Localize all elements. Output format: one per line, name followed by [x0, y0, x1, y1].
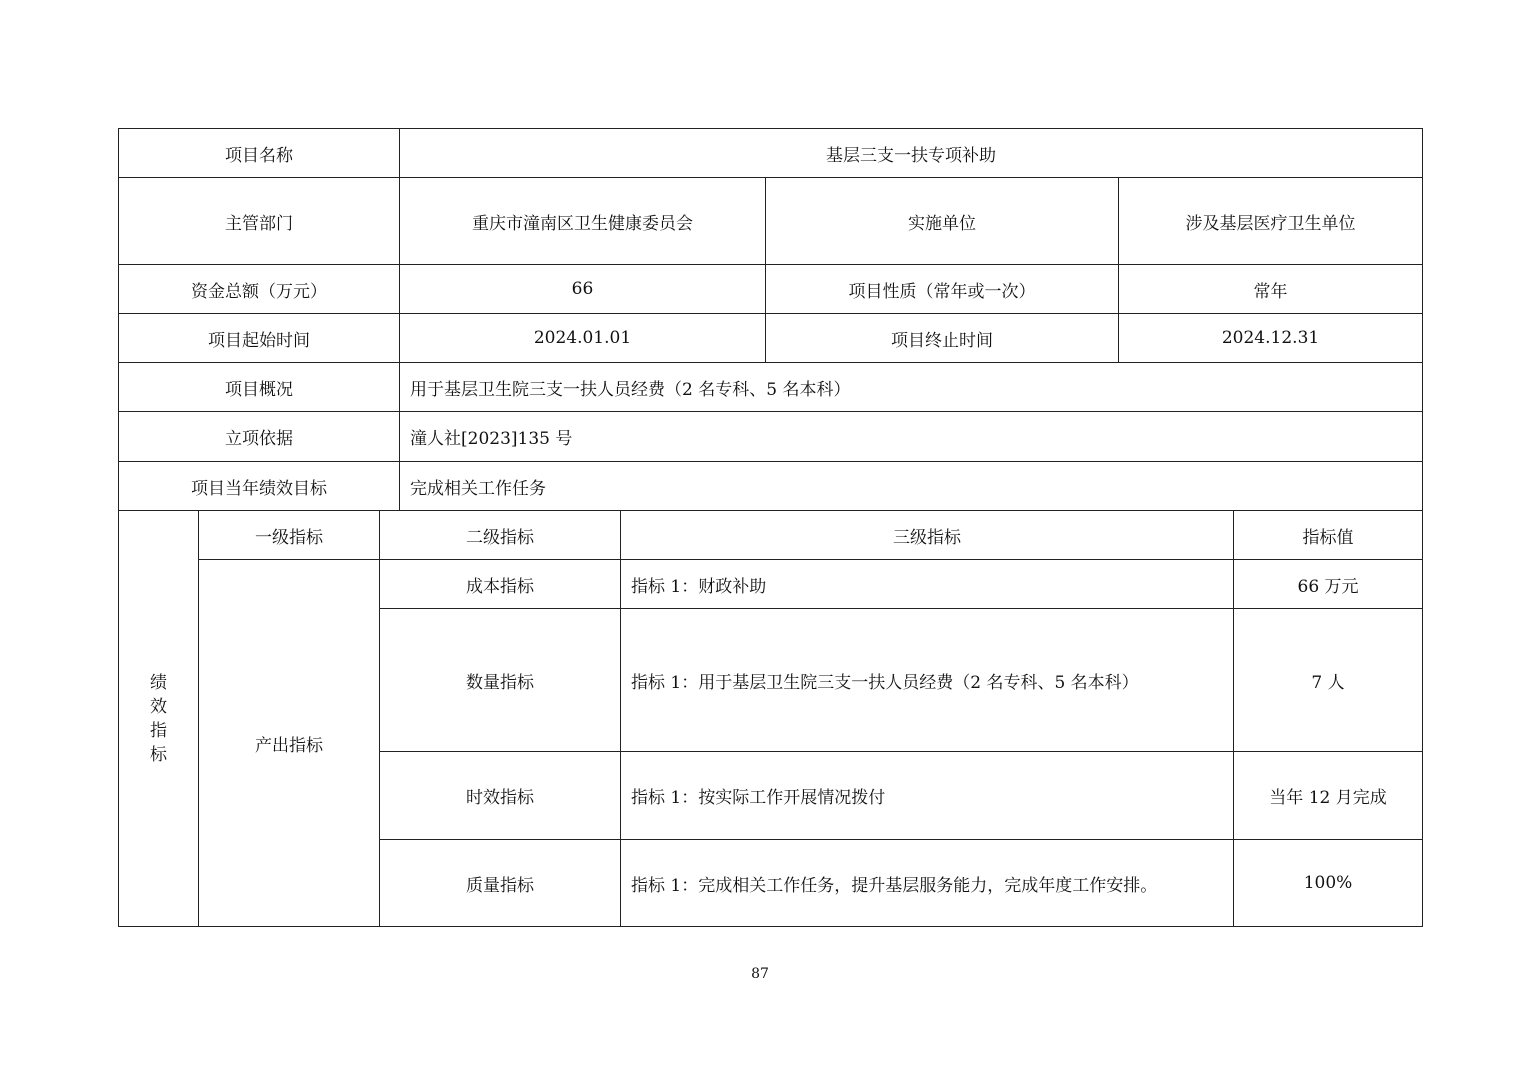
overview-value: 用于基层卫生院三支一扶人员经费（2 名专科、5 名本科）	[400, 363, 1423, 412]
value-timeliness: 当年 12 月完成	[1234, 752, 1423, 840]
value-cost: 66 万元	[1234, 560, 1423, 609]
fund-total-value: 66	[400, 265, 766, 314]
basis-label: 立项依据	[119, 412, 400, 462]
row-basis	[119, 412, 1423, 462]
level2-timeliness: 时效指标	[380, 752, 621, 840]
level3-quality: 指标 1：完成相关工作任务，提升基层服务能力，完成年度工作安排。	[621, 840, 1234, 927]
goal-value: 完成相关工作任务	[400, 462, 1423, 511]
header-level3: 三级指标	[621, 511, 1234, 560]
implementing-unit-value: 涉及基层医疗卫生单位	[1119, 178, 1423, 265]
indicator-row-cost	[119, 560, 1423, 609]
page-number: 87	[751, 966, 769, 982]
overview-label: 项目概况	[119, 363, 400, 412]
project-nature-value: 常年	[1119, 265, 1423, 314]
end-date-value: 2024.12.31	[1119, 314, 1423, 363]
implementing-unit-label: 实施单位	[766, 178, 1119, 265]
level3-quantity: 指标 1：用于基层卫生院三支一扶人员经费（2 名专科、5 名本科）	[621, 609, 1234, 752]
row-project-name	[119, 129, 1423, 178]
section-label-text: 绩 效 指 标	[150, 672, 167, 765]
level3-timeliness: 指标 1：按实际工作开展情况拨付	[621, 752, 1234, 840]
row-fund	[119, 265, 1423, 314]
fund-total-label: 资金总额（万元）	[119, 265, 400, 314]
value-quality: 100%	[1234, 840, 1423, 927]
row-department	[119, 178, 1423, 265]
project-name-label: 项目名称	[119, 129, 400, 178]
goal-label: 项目当年绩效目标	[119, 462, 400, 511]
value-quantity: 7 人	[1234, 609, 1423, 752]
level2-quality: 质量指标	[380, 840, 621, 927]
project-name-value: 基层三支一扶专项补助	[400, 129, 1423, 178]
row-goal	[119, 462, 1423, 511]
row-dates	[119, 314, 1423, 363]
performance-indicators-section-label	[119, 511, 199, 927]
project-performance-table	[118, 128, 1423, 927]
start-date-label: 项目起始时间	[119, 314, 400, 363]
row-overview	[119, 363, 1423, 412]
start-date-value: 2024.01.01	[400, 314, 766, 363]
basis-value: 潼人社[2023]135 号	[400, 412, 1423, 462]
level2-cost: 成本指标	[380, 560, 621, 609]
header-level1: 一级指标	[199, 511, 380, 560]
project-nature-label: 项目性质（常年或一次）	[766, 265, 1119, 314]
department-label: 主管部门	[119, 178, 400, 265]
level2-quantity: 数量指标	[380, 609, 621, 752]
level1-output-indicator: 产出指标	[199, 560, 380, 927]
department-value: 重庆市潼南区卫生健康委员会	[400, 178, 766, 265]
level3-cost: 指标 1：财政补助	[621, 560, 1234, 609]
header-level2: 二级指标	[380, 511, 621, 560]
indicator-header-row	[119, 511, 1423, 560]
end-date-label: 项目终止时间	[766, 314, 1119, 363]
header-value: 指标值	[1234, 511, 1423, 560]
